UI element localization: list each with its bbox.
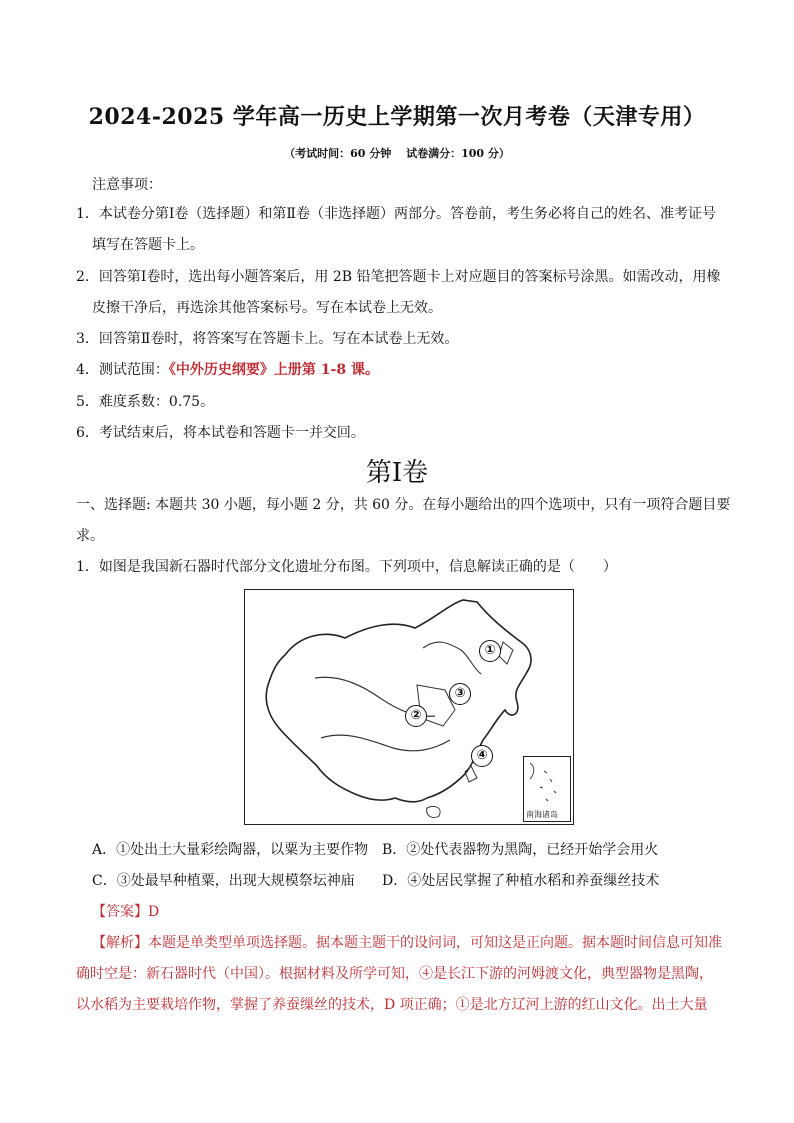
notice-heading: 注意事项： xyxy=(92,177,162,193)
option-c: C．③处最早种植粟，出现大规模祭坛神庙 xyxy=(92,873,355,889)
south-china-sea-inset xyxy=(523,756,571,822)
exam-info: （考试时间：60 分钟 试卷满分：100 分） xyxy=(284,147,510,160)
notice-item-4-prefix: 4．测试范围： xyxy=(76,362,169,378)
option-a: A．①处出土大量彩绘陶器，以粟为主要作物 xyxy=(92,842,369,858)
answer-label: 【答案】D xyxy=(92,904,160,920)
notice-item-5: 5．难度系数：0.75。 xyxy=(76,394,215,410)
section-instruction-line-2: 求。 xyxy=(76,528,104,544)
inset-label: 南海诸岛 xyxy=(526,810,558,819)
neolithic-sites-map xyxy=(244,589,574,825)
analysis-line-1: 【解析】本题是单类型单项选择题。据本题主题干的设问词，可知这是正向题。据本题时间信息可知准 xyxy=(92,935,722,951)
notice-item-4 xyxy=(76,359,379,381)
notice-item-3: 3．回答第Ⅱ卷时，将答案写在答题卡上。写在本试卷上无效。 xyxy=(76,331,459,347)
analysis-line-3: 以水稻为主要栽培作物，掌握了养蚕缫丝的技术，D 项正确；①是北方辽河上游的红山文化。出土大量 xyxy=(76,997,708,1013)
test-scope: 《中外历史纲要》上册第 1-8 课。 xyxy=(168,362,379,378)
site-marker-3: ③ xyxy=(449,683,471,705)
site-marker-2: ② xyxy=(405,705,427,727)
section-instruction-line-1: 一、选择题: 本题共 30 小题，每小题 2 分，共 60 分。在每小题给出的四个选项中，只有一项符合题目要 xyxy=(76,497,731,513)
notice-item-6: 6．考试结束后，将本试卷和答题卡一并交回。 xyxy=(76,425,365,441)
analysis-line-2: 确时空是：新石器时代（中国）。根据材料及所学可知，④是长江下游的河姆渡文化，典型器物是黑陶， xyxy=(76,966,713,982)
site-marker-4: ④ xyxy=(471,745,493,767)
option-b: B．②处代表器物为黑陶，已经开始学会用火 xyxy=(382,842,659,858)
page-title: 2024-2025 学年高一历史上学期第一次月考卷（天津专用） xyxy=(88,104,706,130)
notice-item-2-line-1: 2．回答第Ⅰ卷时，选出每小题答案后，用 2B 铅笔把答题卡上对应题目的答案标号涂黑。如需改动，用橡 xyxy=(76,269,721,285)
notice-item-1-line-2: 填写在答题卡上。 xyxy=(92,237,204,253)
volume-title: 第Ⅰ卷 xyxy=(365,458,429,488)
option-d: D．④处居民掌握了种植水稻和养蚕缫丝技术 xyxy=(382,873,660,889)
notice-item-1-line-1: 1．本试卷分第Ⅰ卷（选择题）和第Ⅱ卷（非选择题）两部分。答卷前，考生务必将自己的姓名、准考证号 xyxy=(76,206,716,222)
question-1-stem: 1．如图是我国新石器时代部分文化遗址分布图。下列项中，信息解读正确的是（ ） xyxy=(76,559,617,575)
site-marker-1: ① xyxy=(479,640,501,662)
notice-item-2-line-2: 皮擦干净后，再选涂其他答案标号。写在本试卷上无效。 xyxy=(92,300,442,316)
